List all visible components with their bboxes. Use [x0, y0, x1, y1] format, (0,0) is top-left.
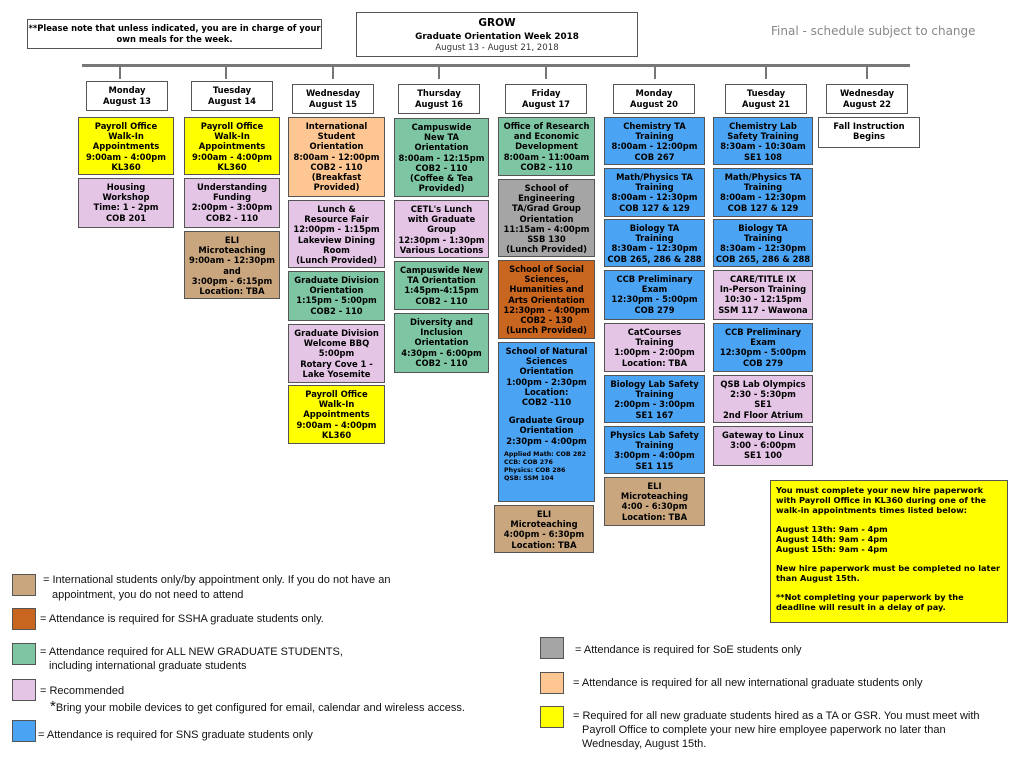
page-title: GROW	[478, 17, 516, 29]
event-line: International	[305, 121, 368, 131]
day-header-mon20	[613, 84, 695, 114]
event-tue21-linux	[713, 426, 813, 466]
day-name: Thursday	[417, 88, 461, 98]
event-mon13-housing	[78, 178, 174, 228]
event-line: Training	[635, 389, 674, 400]
event-line: QSB Lab Olympics	[720, 379, 806, 389]
event-mon20-bio-ta	[604, 219, 705, 267]
day-name: Tuesday	[212, 85, 252, 95]
event-line: Biology TA	[629, 223, 680, 233]
event-line: Biology TA	[738, 223, 788, 233]
event-line: Gateway to Linux	[722, 430, 804, 440]
info-deadline: New hire paperwork must be completed no later than August 15th.	[776, 563, 1001, 583]
event-line: Group	[427, 224, 456, 235]
title-box	[356, 12, 638, 57]
timeline-tick	[225, 67, 227, 79]
event-wed15-gd-orientation	[288, 271, 385, 321]
legend-blue: = Attendance is required for SNS graduate students only	[38, 729, 313, 741]
event-line: Lake Yosemite	[302, 368, 371, 379]
event-line: CARE/TITLE IX	[730, 274, 796, 284]
event-line: Lunch &	[317, 204, 356, 214]
event-line: COB 201	[105, 212, 147, 223]
legend-pink-note-text: Bring your mobile devices to get configured for email, calendar and wireless access.	[55, 702, 465, 714]
event-line: 8:30am - 10:30am	[720, 141, 806, 152]
legend-tan	[43, 574, 390, 602]
event-fri17-eli	[494, 505, 594, 553]
info-warning: **Not completing your paperwork by the deadline will result in a delay of pay.	[776, 592, 964, 612]
day-header-mon13	[86, 81, 168, 111]
event-line: Campuswide New	[399, 265, 484, 275]
event-line: Appointments	[92, 141, 160, 152]
event-line: Exam	[641, 284, 668, 295]
sns-room-line: QSB: SSM 104	[504, 474, 554, 482]
day-header-fri17	[505, 84, 587, 114]
sns-room-list	[500, 451, 593, 483]
event-line: 8:00am - 12:30pm	[611, 192, 698, 203]
timeline-tick	[332, 67, 334, 79]
event-line: SE1 100	[744, 450, 782, 461]
event-line: Graduate Division	[294, 328, 379, 338]
event-line: Physics Lab Safety	[610, 430, 699, 440]
legend-green-line2: including international graduate students	[49, 660, 247, 672]
meals-note: **Please note that unless indicated, you are in charge of your own meals for the week.	[27, 19, 322, 49]
event-line: Sciences	[525, 356, 568, 367]
sns-room-line: Physics: COB 286	[504, 466, 566, 474]
event-wed15-lunch-fair	[288, 200, 385, 268]
event-line: COB2 - 110	[415, 295, 468, 306]
event-fri17-sns	[498, 342, 595, 502]
event-line: 9:00am - 4:00pm	[85, 151, 167, 162]
event-line: Orientation	[309, 285, 364, 296]
event-wed15-intl-orientation	[288, 117, 385, 197]
day-date: August 20	[630, 99, 678, 109]
event-tue21-chem-lab-safety	[713, 117, 813, 165]
day-name: Monday	[635, 88, 673, 98]
event-line: Housing	[106, 182, 146, 192]
timeline-tick	[438, 67, 440, 79]
event-line: Walk-In	[108, 131, 144, 142]
event-line: SE1 115	[635, 460, 674, 471]
legend-swatch-pink	[12, 679, 36, 701]
legend-star: *	[50, 698, 56, 715]
event-line: (Breakfast	[311, 172, 362, 183]
event-line: Campuswide	[411, 122, 472, 132]
event-line: and Economic	[513, 131, 580, 142]
info-date-line: August 15th: 9am - 4pm	[776, 544, 888, 554]
event-line: 3:00 - 6:00pm	[730, 440, 796, 451]
event-line: Engineering	[518, 193, 575, 204]
event-line: Orientation	[519, 425, 574, 436]
event-line: (Lunch Provided)	[506, 244, 587, 255]
event-line: 9:00am - 4:00pm	[191, 151, 273, 162]
event-line: COB2 - 110	[205, 212, 259, 223]
event-line: 2:00pm - 3:00pm	[191, 202, 273, 213]
event-line: 1:45pm-4:15pm	[404, 285, 479, 296]
event-line: Training	[635, 131, 674, 142]
event-line: 12:30pm - 5:00pm	[719, 347, 807, 358]
event-mon20-catcourses	[604, 323, 705, 372]
legend-yellow-line2: Payroll Office to complete your new hire employee paperwork no later than	[582, 724, 946, 736]
event-line: KL360	[321, 429, 352, 440]
event-line: COB2 - 110	[310, 305, 363, 316]
event-line: TA Orientation	[407, 275, 476, 286]
event-line: Appointments	[198, 141, 266, 152]
event-line: COB 265, 286 & 288	[715, 253, 811, 264]
event-mon13-payroll	[78, 117, 174, 175]
event-line: Time: 1 - 2pm	[93, 202, 159, 213]
event-line: Rotary Cove 1 -	[300, 358, 373, 369]
legend-green	[40, 646, 343, 673]
event-line: Office of Research	[503, 121, 590, 131]
day-header-tue21	[725, 84, 807, 114]
event-line: 10:30 - 12:15pm	[724, 294, 802, 305]
event-line: Safety Training	[727, 131, 799, 142]
event-line: SE1 167	[635, 409, 674, 420]
legend-gray: = Attendance is required for SoE students only	[575, 644, 802, 656]
event-line: SE1 108	[744, 151, 782, 162]
event-line: Understanding	[197, 182, 267, 192]
event-line: CatCourses	[627, 327, 682, 337]
page-subtitle: Graduate Orientation Week 2018	[415, 32, 579, 42]
legend-swatch-yellow	[540, 706, 564, 728]
event-line: Payroll Office	[200, 121, 264, 131]
day-date: August 22	[843, 99, 891, 109]
event-line: Biology Lab Safety	[610, 379, 699, 389]
event-line: Math/Physics TA	[724, 172, 802, 182]
event-line: KL360	[217, 161, 247, 172]
event-mon20-ccb-exam	[604, 270, 705, 320]
legend-swatch-orange	[540, 672, 564, 694]
day-date: August 15	[309, 99, 357, 109]
event-fri17-soe	[498, 179, 595, 257]
page-dates: August 13 - August 21, 2018	[435, 43, 559, 53]
payroll-info-box	[770, 480, 1008, 623]
event-line: COB2 - 110	[310, 161, 363, 172]
event-line: ELI	[647, 481, 662, 491]
event-line: 4:00pm - 6:30pm	[503, 529, 585, 540]
event-line: 3:00pm - 6:15pm	[191, 275, 273, 286]
final-note: Final - schedule subject to change	[771, 24, 976, 38]
event-line: Microteaching	[620, 491, 689, 502]
event-line: Chemistry TA	[623, 121, 686, 131]
legend-pink: = Recommended	[40, 685, 125, 697]
event-line: ELI	[536, 509, 552, 519]
event-thu16-diversity	[394, 313, 489, 373]
event-line: COB 279	[742, 357, 784, 368]
event-line: Microteaching	[198, 245, 266, 256]
event-fri17-ssha	[498, 260, 595, 339]
event-line: 4:30pm - 6:00pm	[401, 347, 482, 358]
day-header-wed22	[826, 84, 908, 114]
day-name: Monday	[108, 85, 146, 95]
legend-yellow-line1: = Required for all new graduate students hired as a TA or GSR. You must meet with	[573, 710, 980, 722]
legend-green-line1: = Attendance required for ALL NEW GRADUATE STUDENTS,	[40, 646, 343, 658]
event-line: 1:00pm - 2:00pm	[614, 347, 695, 358]
legend-swatch-brown	[12, 608, 36, 630]
event-line: Resource Fair	[304, 214, 369, 225]
legend-yellow-line3: Wednesday, August 15th.	[582, 738, 707, 750]
event-line: Welcome BBQ	[303, 338, 370, 349]
event-line: COB 127 & 129	[619, 202, 690, 213]
event-line: (Coffee & Tea	[410, 173, 473, 184]
info-date-line: August 14th: 9am - 4pm	[776, 534, 888, 544]
event-line: CCB Preliminary	[616, 274, 693, 284]
event-line: Arts Orientation	[508, 294, 585, 305]
event-line: COB2 - 130	[520, 315, 573, 326]
event-line: 8:30am - 12:30pm	[611, 243, 698, 254]
event-line: 2:30 - 5:30pm	[730, 389, 796, 400]
event-line: Math/Physics TA	[616, 172, 693, 182]
event-tue21-mathphys-ta	[713, 168, 813, 217]
event-line: CCB Preliminary	[724, 327, 802, 337]
event-line: Graduate Group	[508, 415, 585, 426]
event-thu16-ta-orientation-2	[394, 261, 489, 310]
timeline-tick	[119, 67, 121, 79]
event-line: Room	[323, 244, 350, 255]
day-date: August 13	[103, 96, 151, 106]
event-line: 8:00am - 12:15pm	[398, 152, 485, 163]
timeline-tick	[866, 67, 868, 79]
event-line: CETL's Lunch	[410, 204, 473, 214]
day-date: August 14	[208, 96, 256, 106]
event-line: Student	[317, 131, 356, 142]
legend-swatch-gray	[540, 637, 564, 659]
event-line: Appointments	[303, 409, 370, 420]
event-line: TA/Grad Group	[512, 203, 581, 214]
event-line: COB2 -110	[521, 397, 572, 408]
event-line: (Lunch Provided)	[296, 255, 377, 266]
event-line: Orientation	[414, 142, 469, 153]
day-name: Friday	[531, 88, 561, 98]
event-line: COB 127 & 129	[727, 202, 799, 213]
event-line: COB2 - 110	[520, 161, 573, 172]
event-line: 8:00am - 12:00pm	[611, 141, 698, 152]
event-fri17-research	[498, 117, 595, 176]
legend-swatch-green	[12, 643, 36, 665]
event-line: COB2 - 110	[415, 357, 468, 368]
event-line: Various Locations	[399, 244, 484, 255]
event-line: SSM 117 - Wawona	[718, 304, 808, 315]
event-line: SSB 130	[527, 234, 566, 245]
event-line: Fall Instruction	[833, 121, 905, 131]
legend-swatch-tan	[12, 574, 36, 596]
event-thu16-cetl-lunch	[394, 200, 489, 258]
day-name: Tuesday	[746, 88, 786, 98]
event-mon20-eli	[604, 477, 705, 526]
event-mon20-bio-lab-safety	[604, 375, 705, 423]
event-line: School of Natural	[505, 346, 588, 356]
day-header-wed15	[292, 84, 374, 114]
timeline-bar	[82, 64, 910, 67]
event-line: COB 279	[634, 304, 675, 315]
event-wed15-bbq	[288, 324, 385, 383]
event-line: 9:00am - 12:30pm	[189, 255, 275, 266]
legend-yellow	[573, 710, 980, 751]
sns-room-line: Applied Math: COB 282	[504, 450, 587, 458]
legend-tan-line2: appointment, you do not need to attend	[52, 589, 244, 601]
event-line: SE1	[754, 399, 772, 410]
event-line: 1:00pm - 2:30pm	[506, 376, 587, 387]
day-name: Wednesday	[305, 88, 361, 98]
event-mon20-mathphys-ta	[604, 168, 705, 217]
event-line: COB2 - 110	[415, 162, 468, 173]
info-text: You must complete your new hire paperwork with Payroll Office in KL360 during one of the walk-in appointments times listed below:	[776, 485, 987, 515]
event-line: Development	[515, 141, 578, 152]
event-line: Payroll Office	[305, 389, 368, 399]
event-line: 4:00 - 6:30pm	[621, 501, 688, 512]
event-line: Microteaching	[510, 519, 578, 530]
event-line: School of	[524, 183, 569, 193]
event-line	[500, 407, 593, 415]
event-line: 8:00am - 12:30pm	[720, 192, 806, 203]
event-line: 3:00pm - 4:00pm	[614, 450, 695, 461]
day-name: Wednesday	[839, 88, 895, 98]
day-header-thu16	[398, 84, 480, 114]
timeline-tick	[545, 67, 547, 79]
event-tue21-care-title-ix	[713, 270, 813, 320]
legend-tan-line1: = International students only/by appointment only. If you do not have an	[43, 574, 391, 586]
event-tue21-qsb-olympics	[713, 375, 813, 423]
event-line: In-Person Training	[719, 284, 807, 295]
event-line: Inclusion	[420, 327, 463, 338]
event-line: Location: TBA	[621, 357, 688, 368]
event-wed15-payroll	[288, 385, 385, 444]
event-line: Location: TBA	[199, 286, 265, 297]
event-tue14-eli	[184, 231, 280, 299]
event-line: 12:30pm - 1:30pm	[398, 234, 485, 245]
event-line: Sciences,	[524, 274, 569, 285]
event-line: COB 267	[634, 151, 675, 162]
event-line: 1:15pm - 5:00pm	[296, 295, 377, 306]
event-line: Workshop	[102, 192, 150, 203]
event-line: 2nd Floor Atrium	[722, 409, 804, 420]
event-tue21-ccb-exam	[713, 323, 813, 372]
sns-room-line: CCB: COB 276	[504, 458, 553, 466]
event-line: Lakeview Dining	[297, 234, 376, 245]
event-line: Location: TBA	[511, 539, 577, 550]
event-line: 8:30am - 12:30pm	[720, 243, 806, 254]
event-line: 12:30pm - 5:00pm	[611, 294, 698, 305]
event-line: 8:00am - 12:00pm	[293, 151, 380, 162]
event-thu16-ta-orientation	[394, 118, 489, 197]
event-line: 2:00pm - 3:00pm	[614, 399, 695, 410]
event-mon20-phys-lab-safety	[604, 426, 705, 474]
event-tue21-bio-ta	[713, 219, 813, 267]
day-date: August 16	[415, 99, 463, 109]
event-line: Orientation	[519, 366, 574, 377]
event-line: Walk-In	[214, 131, 250, 142]
event-line: Begins	[853, 131, 885, 142]
event-line: ELI	[224, 235, 240, 245]
event-line: Location: TBA	[621, 511, 688, 522]
day-header-tue14	[191, 81, 273, 111]
timeline-tick	[765, 67, 767, 79]
legend-orange: = Attendance is required for all new international graduate students only	[573, 677, 923, 689]
event-line: Orientation	[519, 213, 574, 224]
event-line: (Lunch Provided)	[506, 325, 587, 336]
event-line: COB 265, 286 & 288	[607, 253, 702, 264]
legend-swatch-blue	[12, 720, 36, 742]
event-line: Humanities and	[509, 284, 584, 295]
event-line: 2:30pm - 4:00pm	[506, 435, 587, 446]
event-line: Training	[635, 337, 674, 348]
legend-pink-note	[50, 700, 465, 715]
event-line: 9:00am - 4:00pm	[296, 419, 377, 430]
event-line: School of Social	[509, 264, 584, 274]
event-mon20-chem-ta	[604, 117, 705, 165]
event-line: Walk-In	[318, 399, 355, 410]
event-line: Training	[743, 182, 783, 193]
event-line: Provided)	[418, 183, 465, 194]
event-line: Training	[635, 233, 674, 244]
info-date-line: August 13th: 9am - 4pm	[776, 524, 888, 534]
event-line: 5:00pm	[318, 348, 355, 359]
event-line: 12:00pm - 1:15pm	[293, 224, 380, 235]
event-line: Payroll Office	[94, 121, 158, 131]
event-line: KL360	[111, 161, 141, 172]
event-line: Provided)	[313, 182, 360, 193]
event-line: Orientation	[309, 141, 364, 152]
event-line: Funding	[212, 192, 252, 203]
event-line: Chemistry Lab	[729, 121, 797, 131]
legend-brown: = Attendance is required for SSHA graduate students only.	[40, 613, 324, 625]
event-line: 12:30pm - 4:00pm	[503, 304, 590, 315]
event-line: Training	[635, 182, 674, 193]
event-line: 8:00am - 11:00am	[503, 151, 590, 162]
event-line: Diversity and	[410, 317, 473, 327]
event-line: Training	[743, 233, 783, 244]
event-line: with Graduate	[407, 214, 476, 225]
event-line: 11:15am - 4:00pm	[503, 223, 590, 234]
timeline-tick	[654, 67, 656, 79]
event-line: Orientation	[414, 337, 469, 348]
event-line: Training	[635, 440, 674, 451]
event-wed22-fall-instruction	[818, 117, 920, 148]
event-tue14-payroll	[184, 117, 280, 175]
event-line: New TA	[424, 132, 459, 143]
day-date: August 21	[742, 99, 790, 109]
event-line: and	[223, 265, 241, 276]
event-line: Location:	[524, 386, 569, 397]
event-tue14-funding	[184, 178, 280, 228]
day-date: August 17	[522, 99, 570, 109]
event-line: Graduate Division	[294, 275, 379, 285]
event-line: Exam	[750, 337, 776, 348]
